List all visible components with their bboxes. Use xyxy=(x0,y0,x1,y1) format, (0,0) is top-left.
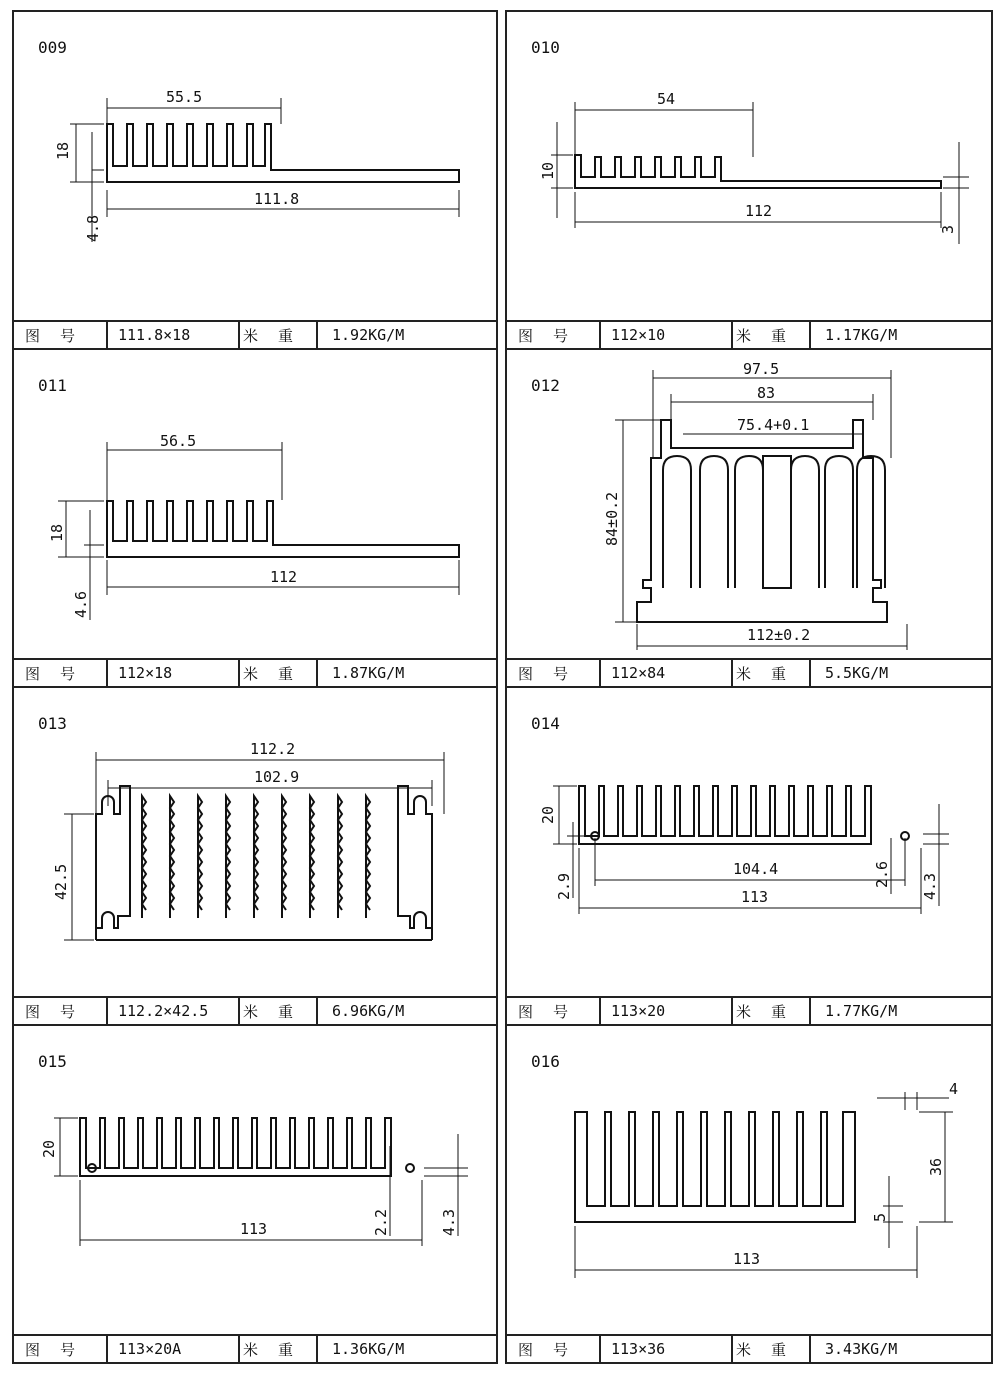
profile-weight: 5.5KG/M xyxy=(825,664,889,682)
profile-cell-012 xyxy=(505,348,993,688)
profile-size: 112×10 xyxy=(601,322,733,348)
dimension-label: 112±0.2 xyxy=(747,626,811,644)
dimension-label: 3 xyxy=(939,224,957,234)
dimension-label: 83 xyxy=(757,384,776,402)
dimension-label: 10 xyxy=(539,161,557,180)
spec-row xyxy=(507,996,991,1024)
spec-row xyxy=(14,996,496,1024)
figure-no-label: 图号 xyxy=(507,322,601,348)
dimension-label: 55.5 xyxy=(166,88,203,106)
profile-drawing xyxy=(507,688,995,1000)
dimension-label: 84±0.2 xyxy=(603,491,621,546)
dimension-label: 18 xyxy=(48,523,66,542)
dimension-label: 20 xyxy=(40,1139,58,1158)
dimension-label: 4.6 xyxy=(72,590,90,618)
dimension-label: 2.6 xyxy=(873,860,891,888)
dimension-label: 102.9 xyxy=(254,768,300,786)
profile-size: 113×20A xyxy=(108,1336,240,1362)
profile-cell-009 xyxy=(12,10,498,350)
spec-row xyxy=(507,658,991,686)
profile-cell-014 xyxy=(505,686,993,1026)
spec-row xyxy=(14,1334,496,1362)
weight-label: 米重 xyxy=(240,322,318,348)
dimension-label: 2.2 xyxy=(372,1208,390,1236)
dimension-label: 36 xyxy=(927,1157,945,1176)
profile-drawing xyxy=(14,688,500,1000)
spec-row xyxy=(14,658,496,686)
profile-number: 016 xyxy=(531,1052,560,1071)
profile-size: 112×84 xyxy=(601,660,733,686)
profile-number: 014 xyxy=(531,714,560,733)
figure-no-label: 图号 xyxy=(507,660,601,686)
profile-drawing xyxy=(14,1026,500,1338)
weight-label: 米重 xyxy=(240,998,318,1024)
profile-weight: 3.43KG/M xyxy=(825,1340,898,1358)
profile-cell-016 xyxy=(505,1024,993,1364)
dimension-label: 2.9 xyxy=(555,872,573,900)
dimension-label: 42.5 xyxy=(52,863,70,900)
profile-drawing xyxy=(14,350,500,662)
profile-cell-015 xyxy=(12,1024,498,1364)
figure-no-label: 图号 xyxy=(14,998,108,1024)
dimension-label: 112 xyxy=(270,568,298,586)
profile-weight: 1.77KG/M xyxy=(825,1002,898,1020)
profile-number: 010 xyxy=(531,38,560,57)
dimension-label: 4.3 xyxy=(440,1208,458,1236)
figure-no-label: 图号 xyxy=(14,1336,108,1362)
profile-weight: 1.92KG/M xyxy=(332,326,405,344)
figure-no-label: 图号 xyxy=(14,322,108,348)
spec-row xyxy=(507,320,991,348)
profile-drawing xyxy=(507,350,995,662)
dimension-label: 111.8 xyxy=(254,190,300,208)
profile-drawing xyxy=(507,1026,995,1338)
profile-cell-010 xyxy=(505,10,993,350)
dimension-label: 4.8 xyxy=(84,214,102,242)
weight-label: 米重 xyxy=(733,1336,811,1362)
profile-drawing xyxy=(14,12,500,324)
profile-weight: 1.87KG/M xyxy=(332,664,405,682)
weight-label: 米重 xyxy=(733,322,811,348)
profile-size: 112×18 xyxy=(108,660,240,686)
figure-no-label: 图号 xyxy=(507,1336,601,1362)
dimension-label: 56.5 xyxy=(160,432,197,450)
spec-row xyxy=(14,320,496,348)
dimension-label: 5 xyxy=(871,1212,889,1222)
profile-number: 013 xyxy=(38,714,67,733)
profile-size: 111.8×18 xyxy=(108,322,240,348)
dimension-label: 4.3 xyxy=(921,872,939,900)
dimension-label: 113 xyxy=(741,888,769,906)
figure-no-label: 图号 xyxy=(507,998,601,1024)
profile-size: 113×20 xyxy=(601,998,733,1024)
dimension-label: 4 xyxy=(949,1080,959,1098)
profile-number: 011 xyxy=(38,376,67,395)
dimension-label: 104.4 xyxy=(733,860,779,878)
dimension-label: 20 xyxy=(539,805,557,824)
profile-cell-013 xyxy=(12,686,498,1026)
dimension-label: 75.4+0.1 xyxy=(737,416,810,434)
weight-label: 米重 xyxy=(733,998,811,1024)
dimension-label: 54 xyxy=(657,90,676,108)
figure-no-label: 图号 xyxy=(14,660,108,686)
profile-weight: 1.36KG/M xyxy=(332,1340,405,1358)
spec-row xyxy=(507,1334,991,1362)
profile-cell-011 xyxy=(12,348,498,688)
weight-label: 米重 xyxy=(240,660,318,686)
profile-size: 113×36 xyxy=(601,1336,733,1362)
profile-size: 112.2×42.5 xyxy=(108,998,240,1024)
dimension-label: 113 xyxy=(240,1220,268,1238)
weight-label: 米重 xyxy=(240,1336,318,1362)
dimension-label: 112.2 xyxy=(250,740,296,758)
profile-number: 009 xyxy=(38,38,67,57)
profile-drawing xyxy=(507,12,995,324)
profile-weight: 6.96KG/M xyxy=(332,1002,405,1020)
profile-weight: 1.17KG/M xyxy=(825,326,898,344)
dimension-label: 18 xyxy=(54,141,72,160)
profile-number: 015 xyxy=(38,1052,67,1071)
dimension-label: 112 xyxy=(745,202,773,220)
dimension-label: 113 xyxy=(733,1250,761,1268)
weight-label: 米重 xyxy=(733,660,811,686)
profile-number: 012 xyxy=(531,376,560,395)
dimension-label: 97.5 xyxy=(743,360,780,378)
